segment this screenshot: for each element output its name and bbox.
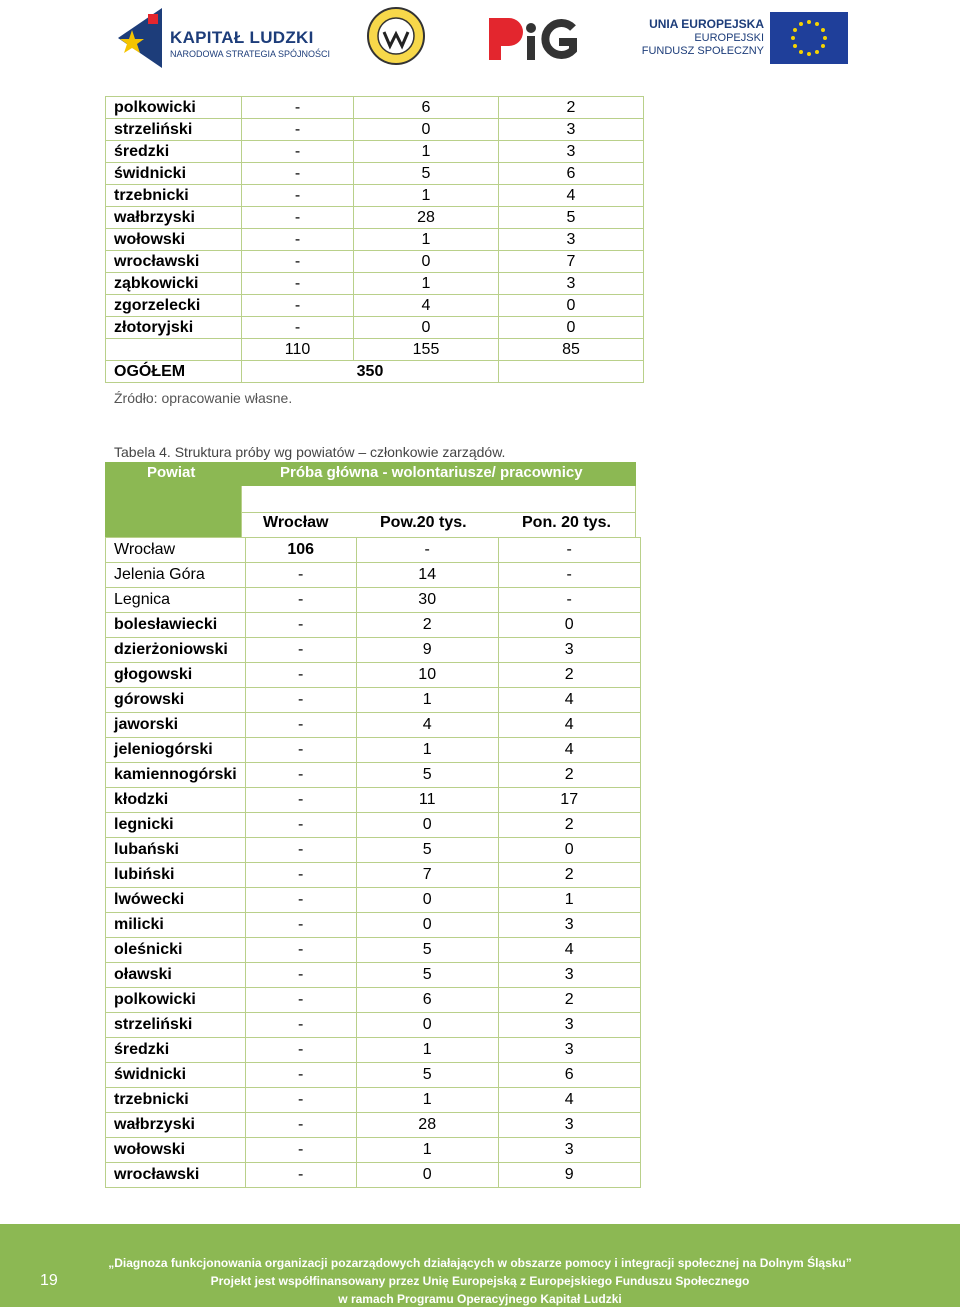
value-cell: 28: [356, 1113, 498, 1138]
source-note: Źródło: opracowanie własne.: [114, 390, 293, 406]
powiat-cell: kamiennogórski: [106, 763, 246, 788]
powiat-cell: bolesławiecki: [106, 613, 246, 638]
powiat-cell: strzeliński: [106, 1013, 246, 1038]
value-cell: 3: [498, 1038, 640, 1063]
total-cell: 85: [499, 339, 644, 361]
kapital-ludzki-star-icon: [118, 8, 162, 68]
powiat-cell: wołowski: [106, 1138, 246, 1163]
value-cell: -: [245, 1013, 356, 1038]
table-row: [106, 863, 641, 888]
value-cell: 5: [356, 763, 498, 788]
value-cell: 2: [498, 863, 640, 888]
value-cell: -: [242, 119, 354, 141]
powiat-cell: lwówecki: [106, 888, 246, 913]
pig-logo: [487, 14, 579, 64]
table-row: [106, 229, 644, 251]
value-cell: 6: [499, 163, 644, 185]
overall-label: OGÓŁEM: [106, 361, 242, 383]
subheader-wroclaw: Wrocław: [263, 514, 329, 531]
value-cell: 1: [356, 1038, 498, 1063]
powiat-cell: średzki: [106, 141, 242, 163]
value-cell: -: [245, 1113, 356, 1138]
table-row: [106, 295, 644, 317]
table-row: [106, 1113, 641, 1138]
value-cell: 2: [498, 663, 640, 688]
value-cell: 10: [356, 663, 498, 688]
powiat-cell: strzeliński: [106, 119, 242, 141]
header-sample-group: Próba główna - wolontariusze/ pracownicy: [280, 464, 583, 481]
table-row: [106, 119, 644, 141]
seal-logo: [366, 6, 426, 66]
value-cell: -: [245, 613, 356, 638]
value-cell: -: [242, 251, 354, 273]
value-cell: -: [245, 1088, 356, 1113]
powiat-cell: milicki: [106, 913, 246, 938]
value-cell: 2: [498, 988, 640, 1013]
value-cell: 1: [356, 1138, 498, 1163]
value-cell: 3: [499, 141, 644, 163]
table-row: [106, 588, 641, 613]
table-row: [106, 838, 641, 863]
value-cell: -: [245, 588, 356, 613]
value-cell: -: [245, 888, 356, 913]
value-cell: -: [245, 838, 356, 863]
value-cell: 28: [354, 207, 499, 229]
value-cell: 9: [498, 1163, 640, 1188]
powiat-cell: dzierżoniowski: [106, 638, 246, 663]
powiat-cell: ząbkowicki: [106, 273, 242, 295]
value-cell: 3: [498, 638, 640, 663]
table-continuation: [105, 96, 644, 383]
value-cell: -: [242, 295, 354, 317]
value-cell: 1: [354, 185, 499, 207]
value-cell: 7: [356, 863, 498, 888]
value-cell: 0: [354, 317, 499, 339]
powiat-cell: kłodzki: [106, 788, 246, 813]
value-cell: -: [245, 1138, 356, 1163]
value-cell: 0: [356, 888, 498, 913]
value-cell: 4: [498, 1088, 640, 1113]
table-caption: Tabela 4. Struktura próby wg powiatów – członkowie zarządów.: [114, 444, 506, 460]
value-cell: 2: [498, 813, 640, 838]
table-row: [106, 1163, 641, 1188]
footer-line-2: Projekt jest współfinansowany przez Unię Europejską z Europejskiego Funduszu Społecznego: [210, 1274, 750, 1288]
value-cell: -: [242, 97, 354, 119]
value-cell: 3: [498, 1113, 640, 1138]
value-cell: -: [245, 688, 356, 713]
powiat-cell: legnicki: [106, 813, 246, 838]
table-row: [106, 738, 641, 763]
page-footer: [0, 1224, 960, 1307]
table-row: [106, 163, 644, 185]
total-cell: 110: [242, 339, 354, 361]
table-row: [106, 988, 641, 1013]
value-cell: -: [245, 713, 356, 738]
value-cell: -: [245, 938, 356, 963]
table-header: [105, 462, 636, 537]
value-cell: -: [245, 663, 356, 688]
value-cell: -: [245, 1063, 356, 1088]
value-cell: -: [242, 207, 354, 229]
table-row: [106, 813, 641, 838]
value-cell: 5: [356, 938, 498, 963]
table-row: [106, 1088, 641, 1113]
value-cell: 5: [356, 1063, 498, 1088]
value-cell: 4: [498, 938, 640, 963]
value-cell: 3: [498, 913, 640, 938]
value-cell: 14: [356, 563, 498, 588]
powiat-cell: zgorzelecki: [106, 295, 242, 317]
powiat-cell: świdnicki: [106, 163, 242, 185]
value-cell: -: [245, 788, 356, 813]
value-cell: 6: [356, 988, 498, 1013]
value-cell: 11: [356, 788, 498, 813]
value-cell: 3: [498, 1138, 640, 1163]
value-cell: -: [242, 229, 354, 251]
powiat-cell: wałbrzyski: [106, 207, 242, 229]
totals-label-cell: [106, 339, 242, 361]
value-cell: 4: [354, 295, 499, 317]
value-cell: 17: [498, 788, 640, 813]
value-cell: 0: [498, 838, 640, 863]
table-row: [106, 763, 641, 788]
overall-row: [106, 361, 644, 383]
value-cell: 1: [356, 1088, 498, 1113]
value-cell: 0: [356, 1013, 498, 1038]
table-row: [106, 688, 641, 713]
value-cell: -: [356, 538, 498, 563]
powiat-cell: Legnica: [106, 588, 246, 613]
empty-cell: [499, 361, 644, 383]
value-cell: 5: [499, 207, 644, 229]
table-row: [106, 1063, 641, 1088]
value-cell: 3: [498, 963, 640, 988]
value-cell: 6: [498, 1063, 640, 1088]
powiat-cell: lubiński: [106, 863, 246, 888]
value-cell: -: [245, 913, 356, 938]
total-cell: 155: [354, 339, 499, 361]
value-cell: 4: [499, 185, 644, 207]
value-cell: 0: [356, 913, 498, 938]
value-cell: -: [498, 588, 640, 613]
powiat-cell: złotoryjski: [106, 317, 242, 339]
value-cell: 4: [356, 713, 498, 738]
powiat-cell: polkowicki: [106, 97, 242, 119]
table-row: [106, 317, 644, 339]
powiat-cell: oławski: [106, 963, 246, 988]
value-cell: -: [245, 738, 356, 763]
overall-value: 350: [242, 361, 499, 383]
powiat-cell: wałbrzyski: [106, 1113, 246, 1138]
powiat-cell: Wrocław: [106, 538, 246, 563]
value-cell: -: [245, 638, 356, 663]
eu-line-3: FUNDUSZ SPOŁECZNY: [641, 45, 764, 57]
value-cell: 1: [354, 141, 499, 163]
value-cell: 0: [354, 251, 499, 273]
table-row: [106, 963, 641, 988]
value-cell: 1: [354, 229, 499, 251]
table-row: [106, 563, 641, 588]
table-row: [106, 638, 641, 663]
table-row: [106, 938, 641, 963]
value-cell: 4: [498, 738, 640, 763]
value-cell: -: [498, 563, 640, 588]
kapital-ludzki-title: KAPITAŁ LUDZKI: [170, 28, 314, 47]
powiat-cell: Jelenia Góra: [106, 563, 246, 588]
table-row: [106, 613, 641, 638]
table-row: [106, 913, 641, 938]
value-cell: -: [245, 963, 356, 988]
value-cell: -: [498, 538, 640, 563]
table-row: [106, 273, 644, 295]
value-cell: -: [245, 1038, 356, 1063]
kapital-ludzki-subtitle: NARODOWA STRATEGIA SPÓJNOŚCI: [170, 49, 331, 59]
value-cell: -: [242, 163, 354, 185]
table-row: [106, 251, 644, 273]
value-cell: 1: [356, 738, 498, 763]
value-cell: -: [242, 273, 354, 295]
value-cell: -: [245, 813, 356, 838]
value-cell: 5: [356, 838, 498, 863]
value-cell: 3: [499, 273, 644, 295]
table-row: [106, 713, 641, 738]
value-cell: 1: [356, 688, 498, 713]
value-cell: -: [245, 863, 356, 888]
value-cell: 0: [354, 119, 499, 141]
value-cell: 30: [356, 588, 498, 613]
table-sample-structure: [105, 537, 641, 1188]
value-cell: 0: [356, 813, 498, 838]
value-cell: 1: [354, 273, 499, 295]
value-cell: 4: [498, 713, 640, 738]
table-row: [106, 1013, 641, 1038]
totals-row: [106, 339, 644, 361]
table-row: [106, 207, 644, 229]
value-cell: 0: [499, 317, 644, 339]
value-cell: 1: [498, 888, 640, 913]
powiat-cell: świdnicki: [106, 1063, 246, 1088]
footer-line-3: w ramach Programu Operacyjnego Kapitał Ludzki: [338, 1292, 622, 1306]
eu-line-1: UNIA EUROPEJSKA: [649, 17, 764, 31]
table-row: [106, 1038, 641, 1063]
value-cell: 0: [499, 295, 644, 317]
value-cell: -: [242, 141, 354, 163]
value-cell: 0: [356, 1163, 498, 1188]
header-logos: [0, 0, 960, 80]
value-cell: 9: [356, 638, 498, 663]
value-cell: -: [245, 563, 356, 588]
value-cell: 2: [499, 97, 644, 119]
value-cell: 5: [354, 163, 499, 185]
eu-line-2: EUROPEJSKI: [694, 32, 764, 44]
value-cell: 2: [356, 613, 498, 638]
value-cell: -: [245, 763, 356, 788]
powiat-cell: polkowicki: [106, 988, 246, 1013]
value-cell: 4: [498, 688, 640, 713]
value-cell: -: [242, 185, 354, 207]
table-row: [106, 97, 644, 119]
eu-logo: [641, 12, 848, 64]
table-row: [106, 888, 641, 913]
value-cell: 3: [499, 229, 644, 251]
table-row: [106, 788, 641, 813]
value-cell: -: [245, 1163, 356, 1188]
value-cell: 3: [499, 119, 644, 141]
page-number: 19: [40, 1272, 58, 1289]
powiat-cell: jeleniogórski: [106, 738, 246, 763]
powiat-cell: lubański: [106, 838, 246, 863]
value-cell: -: [245, 988, 356, 1013]
table-row: [106, 141, 644, 163]
table-row: [106, 185, 644, 207]
subheader-over-20k: Pow.20 tys.: [380, 514, 467, 531]
powiat-cell: wołowski: [106, 229, 242, 251]
eu-flag-icon: [770, 12, 848, 64]
value-cell: 6: [354, 97, 499, 119]
powiat-cell: trzebnicki: [106, 1088, 246, 1113]
value-cell: 0: [498, 613, 640, 638]
value-cell: 5: [356, 963, 498, 988]
powiat-cell: trzebnicki: [106, 185, 242, 207]
kapital-ludzki-logo: [118, 8, 331, 70]
powiat-cell: jaworski: [106, 713, 246, 738]
header-powiat: Powiat: [147, 464, 196, 481]
value-cell: 106: [245, 538, 356, 563]
table-row: [106, 663, 641, 688]
value-cell: 3: [498, 1013, 640, 1038]
powiat-cell: głogowski: [106, 663, 246, 688]
value-cell: 2: [498, 763, 640, 788]
subheader-under-20k: Pon. 20 tys.: [522, 514, 611, 531]
table-row: [106, 538, 641, 563]
table-row: [106, 1138, 641, 1163]
powiat-cell: wrocławski: [106, 1163, 246, 1188]
footer-line-1: „Diagnoza funkcjonowania organizacji pozarządowych działających w obszarze pomocy i integracji społecznej na Dolnym Śląsku”: [108, 1256, 852, 1270]
powiat-cell: wrocławski: [106, 251, 242, 273]
value-cell: -: [242, 317, 354, 339]
powiat-cell: średzki: [106, 1038, 246, 1063]
powiat-cell: oleśnicki: [106, 938, 246, 963]
value-cell: 7: [499, 251, 644, 273]
powiat-cell: górowski: [106, 688, 246, 713]
